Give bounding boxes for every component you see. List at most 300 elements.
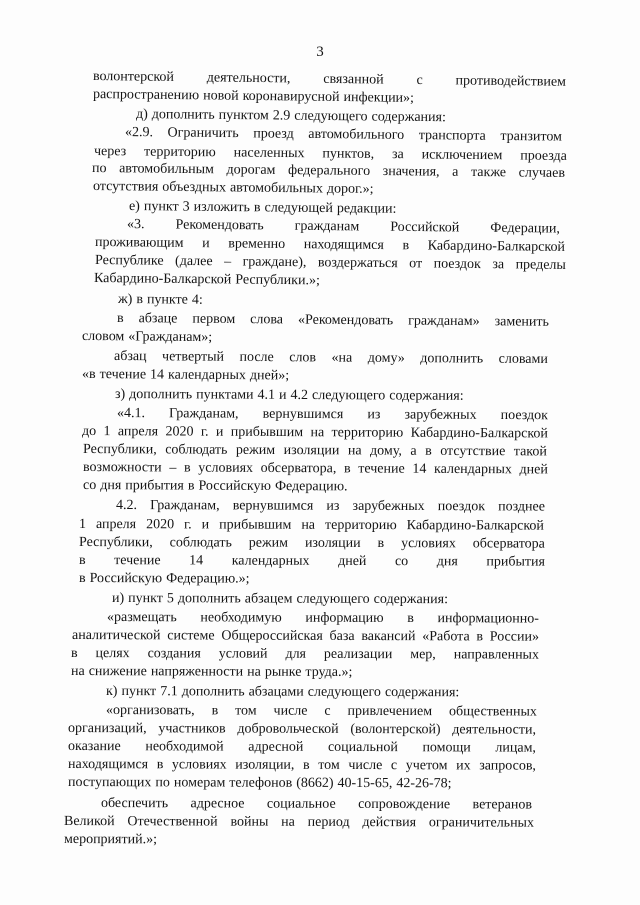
text-word: на: [281, 814, 295, 830]
text-word: 3: [182, 199, 190, 215]
text-word: по: [91, 161, 107, 177]
text-word: «на: [331, 350, 353, 366]
text-word: автомобильным: [119, 161, 214, 178]
text-word: с: [324, 703, 331, 719]
text-word: транзитом: [500, 128, 563, 145]
text-word: в: [253, 200, 261, 216]
text-word: поездок: [437, 499, 486, 515]
text-word: воздержаться: [317, 255, 398, 272]
text-word: условиях: [198, 460, 254, 476]
text-line: [64, 813, 534, 833]
text-word: проезд: [253, 126, 294, 142]
page-number: 3: [316, 44, 324, 60]
text-word: пункт: [128, 591, 163, 607]
text-word: после: [239, 349, 274, 366]
text-word: объездных: [162, 179, 227, 196]
text-word: такой: [513, 444, 547, 460]
text-word: мероприятий.»;: [63, 832, 158, 848]
text-word: словами: [498, 351, 548, 368]
text-word: труда.»;: [305, 664, 353, 680]
text-word: –: [224, 254, 232, 270]
text-word: абзацами: [248, 684, 304, 700]
text-word: отсутствие: [440, 443, 506, 460]
text-word: словом: [81, 329, 125, 345]
text-word: (волонтерской): [350, 721, 441, 738]
text-line: [116, 497, 545, 516]
text-word: пунктом: [218, 107, 269, 124]
text-line: [71, 663, 381, 682]
text-word: коронавирусной: [242, 88, 340, 106]
text-word: пунктов,: [322, 146, 375, 162]
text-word: адресной: [248, 739, 304, 755]
text-line: [82, 328, 218, 347]
text-line: [71, 645, 539, 665]
text-word: пункт: [143, 199, 179, 215]
text-word: том: [318, 757, 340, 773]
text-word: изложить: [193, 199, 251, 216]
text-word: вакансий: [361, 629, 416, 645]
text-word: (далее: [175, 253, 213, 270]
text-word: Федерации,: [490, 220, 561, 237]
text-word: находящимся: [303, 237, 384, 254]
text-word: телефонов: [229, 775, 293, 791]
text-word: территорию: [331, 425, 404, 441]
text-word: слова: [250, 312, 284, 328]
text-word: «Гражданам»;: [128, 329, 213, 346]
text-word: добровольческой: [237, 721, 339, 737]
text-word: организаций,: [67, 721, 147, 737]
text-word: в: [425, 443, 432, 459]
text-word: граждане),: [242, 254, 307, 271]
text-word: поездок: [500, 408, 548, 424]
text-word: следующего: [312, 388, 386, 404]
text-word: ветеранов: [472, 797, 532, 813]
text-word: к): [105, 684, 118, 700]
text-word: информационно-: [437, 611, 539, 627]
text-word: со: [394, 554, 409, 570]
text-word: 1: [78, 517, 87, 533]
text-word: за: [492, 257, 505, 273]
text-word: в: [70, 646, 78, 662]
text-word: дня: [100, 478, 122, 494]
text-word: в: [407, 611, 414, 627]
text-word: том: [235, 703, 257, 719]
text-word: условий: [218, 646, 268, 662]
text-word: с: [390, 758, 398, 774]
text-word: территорию: [324, 517, 397, 534]
text-word: и: [215, 424, 224, 440]
text-word: «в: [81, 367, 96, 383]
text-word: в: [78, 571, 86, 587]
text-word: на: [70, 664, 85, 680]
text-word: обсерватора: [472, 536, 545, 552]
text-word: календарных: [168, 367, 246, 384]
text-word: населенных: [233, 145, 305, 162]
text-word: в: [116, 311, 124, 327]
text-word: от: [409, 256, 423, 272]
text-word: (8662): [296, 775, 334, 791]
text-word: дополнить: [177, 591, 241, 607]
text-word: «Рекомендовать: [297, 312, 394, 329]
text-word: содержания:: [384, 684, 460, 701]
text-line: [72, 627, 539, 647]
text-word: и): [111, 591, 125, 607]
text-word: Общероссийская: [221, 628, 323, 644]
text-word: значения,: [382, 164, 440, 180]
text-word: системе: [167, 628, 215, 644]
text-word: течение: [99, 367, 147, 383]
text-word: исключением: [421, 147, 503, 164]
text-word: Гражданам,: [169, 406, 239, 422]
text-word: 40-15-65,: [337, 775, 393, 792]
text-word: 4.1: [257, 387, 276, 403]
text-word: в: [136, 292, 144, 308]
text-word: прибывшим: [230, 424, 304, 441]
text-word: мер,: [410, 647, 436, 663]
text-word: дорогам: [226, 162, 276, 178]
text-word: действия: [362, 815, 417, 831]
text-word: в: [211, 703, 219, 719]
text-word: режим: [248, 535, 289, 551]
text-word: их: [456, 758, 471, 774]
text-line: [93, 86, 450, 108]
text-word: числе: [273, 703, 308, 719]
text-word: пределы: [515, 257, 566, 273]
text-word: Российской: [390, 219, 460, 236]
text-line: [68, 720, 536, 740]
text-word: гражданам»: [408, 313, 480, 330]
text-word: противодействием: [455, 73, 567, 90]
text-word: редакции:: [336, 201, 397, 217]
text-word: и: [201, 517, 210, 533]
text-word: дней: [338, 553, 367, 570]
text-word: транспорта: [418, 128, 486, 144]
text-word: абзацем: [244, 591, 293, 607]
text-word: заменить: [494, 314, 550, 330]
text-word: Республики,: [78, 535, 153, 551]
text-word: 5: [166, 591, 174, 607]
text-word: волонтерской: [92, 69, 175, 85]
text-word: привлечением: [347, 703, 433, 720]
text-line: [79, 516, 544, 536]
text-word: условиях: [401, 536, 456, 552]
text-word: находящимся: [67, 757, 149, 773]
text-word: изоляции: [283, 443, 340, 459]
text-word: сопровождение: [358, 796, 451, 813]
text-word: дней: [519, 462, 548, 478]
text-word: реализации: [323, 646, 393, 663]
text-word: 14: [150, 367, 165, 383]
text-word: «4.1.: [116, 406, 146, 422]
text-word: «организовать,: [105, 703, 195, 719]
text-word: целях: [95, 646, 130, 662]
text-word: 2020: [165, 424, 194, 440]
text-word: содержания:: [389, 388, 464, 404]
text-word: Рекомендовать: [175, 217, 264, 234]
text-word: 14: [412, 461, 427, 477]
text-word: 2020: [146, 517, 175, 533]
text-line: [101, 795, 532, 815]
text-line: [105, 683, 460, 702]
text-word: 4.2.: [115, 498, 138, 514]
text-word: «Работа: [422, 629, 470, 645]
text-word: ограничительных: [428, 815, 535, 831]
text-word: пункте: [146, 292, 188, 308]
text-word: поездок: [433, 256, 481, 273]
text-line: [106, 702, 537, 722]
text-word: а: [410, 443, 417, 459]
text-word: распространению: [92, 87, 200, 104]
text-word: Ограничить: [167, 125, 239, 142]
text-word: Гражданам,: [150, 498, 220, 514]
text-word: изоляции: [304, 535, 361, 551]
text-word: рынке: [264, 664, 302, 680]
text-line: [83, 441, 547, 461]
text-word: Федерацию.: [274, 479, 348, 495]
text-word: социальное: [266, 796, 336, 812]
text-word: связанной: [323, 71, 384, 88]
text-word: 4.2: [290, 387, 309, 404]
text-word: обсерватора,: [260, 460, 337, 477]
text-word: 42-26-78;: [396, 776, 452, 792]
text-line: [94, 270, 390, 291]
text-word: следующего: [307, 684, 381, 700]
text-word: социальной: [327, 739, 398, 756]
text-line: [111, 590, 449, 609]
text-line: [93, 178, 388, 199]
text-word: поступающих: [67, 775, 152, 791]
text-word: г.: [200, 424, 209, 440]
text-word: на: [310, 425, 325, 441]
text-word: проезда: [520, 148, 568, 164]
text-word: Республики.»;: [235, 272, 320, 289]
text-line: [68, 756, 536, 776]
text-word: адресное: [190, 796, 245, 812]
text-word: номерам: [173, 775, 226, 791]
text-word: абзац: [113, 349, 147, 365]
text-word: е): [128, 199, 140, 215]
text-word: дому»: [367, 350, 405, 367]
text-word: дополнить: [181, 684, 245, 700]
text-word: через: [93, 144, 127, 160]
text-word: календарных: [231, 553, 310, 569]
text-word: содержания:: [373, 591, 449, 608]
text-word: ж): [117, 292, 133, 308]
text-word: дополнить: [151, 107, 215, 123]
text-word: Кабардино-Балкарской: [93, 271, 232, 288]
text-word: –: [169, 460, 177, 476]
text-word: з): [114, 387, 126, 403]
text-word: следующего: [294, 108, 368, 125]
text-word: изоляции,: [235, 757, 295, 773]
text-word: календарных: [434, 461, 512, 478]
text-word: дому,: [370, 443, 402, 459]
text-word: со: [82, 478, 97, 494]
text-word: лицам,: [495, 740, 536, 756]
text-word: первом: [192, 311, 236, 328]
text-word: из: [326, 498, 340, 514]
text-word: проживающим: [94, 235, 184, 251]
text-word: деятельности,: [452, 722, 536, 738]
text-word: Республике: [94, 253, 164, 269]
text-word: инфекции»;: [343, 90, 415, 106]
text-word: период: [307, 814, 350, 830]
text-line: [64, 831, 178, 849]
text-word: войны: [230, 814, 269, 830]
text-word: для: [285, 646, 307, 662]
text-word: оказание: [67, 739, 121, 755]
text-word: на: [247, 664, 261, 680]
text-word: 1: [103, 424, 111, 440]
text-word: Кабардино-Балкарской: [406, 518, 544, 534]
text-word: и: [202, 236, 210, 252]
text-word: из: [367, 407, 381, 423]
text-word: следующего: [296, 591, 370, 607]
text-word: обеспечить: [100, 796, 169, 812]
text-word: отсутствия: [92, 179, 159, 195]
text-word: база: [329, 628, 355, 644]
text-word: на: [301, 517, 316, 533]
text-word: а: [452, 164, 459, 180]
text-word: дополнить: [420, 351, 484, 367]
text-line: [79, 552, 545, 572]
text-word: гражданам: [294, 218, 360, 235]
text-word: учетом: [405, 758, 448, 774]
text-word: возможности: [82, 460, 162, 476]
text-word: зарубежных: [404, 407, 477, 423]
text-line: [79, 534, 545, 554]
text-word: «3.: [126, 217, 145, 233]
text-word: напряженности: [150, 664, 244, 680]
text-word: соблюдать: [165, 442, 228, 458]
text-word: вернувшимся: [232, 498, 314, 514]
text-word: пункт: [121, 684, 157, 700]
text-word: Федерацию.»;: [166, 571, 250, 587]
text-word: направленных: [453, 647, 540, 663]
text-word: течение: [358, 461, 405, 477]
text-word: аналитической: [71, 628, 161, 644]
text-word: дорог.»;: [326, 181, 374, 197]
text-word: абзаце: [138, 311, 178, 327]
text-word: помощи: [422, 740, 471, 756]
text-line: [115, 386, 494, 406]
text-word: Великой: [63, 814, 115, 830]
text-line: [82, 366, 300, 386]
text-word: Российскую: [89, 571, 163, 587]
text-word: необходимую: [200, 610, 282, 626]
text-word: режим: [235, 442, 276, 459]
text-word: до: [81, 424, 97, 440]
text-line: [107, 609, 539, 629]
text-word: также: [470, 164, 507, 181]
text-word: автомобильных: [229, 180, 323, 197]
text-line: [82, 423, 548, 443]
text-word: 4:: [191, 292, 203, 308]
text-line: [79, 570, 252, 589]
text-word: прибытия: [486, 554, 545, 570]
text-word: следующей: [264, 200, 333, 217]
text-line: [68, 774, 472, 793]
text-word: участников: [158, 721, 226, 737]
text-line: [83, 459, 548, 479]
text-word: в: [343, 461, 351, 477]
text-word: в: [183, 460, 191, 476]
text-word: в: [476, 629, 484, 645]
text-word: Отечественной: [127, 814, 218, 830]
text-word: 14: [189, 553, 204, 569]
text-word: деятельности,: [206, 70, 291, 87]
text-line: [68, 738, 536, 758]
text-word: числе: [348, 757, 383, 774]
text-word: вернувшимся: [262, 406, 344, 423]
text-word: России»: [489, 629, 540, 645]
text-word: г.: [184, 517, 192, 533]
text-word: «размещать: [106, 610, 177, 626]
text-word: общественных: [448, 704, 537, 720]
text-word: запросов,: [479, 758, 536, 774]
text-word: содержания:: [371, 109, 446, 126]
text-word: соблюдать: [169, 535, 232, 551]
text-word: апреля: [95, 517, 137, 533]
text-word: 2.9: [272, 108, 291, 124]
text-word: новой: [203, 88, 239, 104]
text-word: снижение: [88, 664, 147, 680]
text-word: прибывшим: [219, 517, 292, 533]
text-word: в: [377, 536, 385, 552]
text-word: пунктами: [196, 387, 254, 403]
text-word: Кабардино-Балкарской: [410, 425, 548, 442]
text-word: в: [78, 553, 86, 569]
text-word: создания: [147, 646, 201, 662]
text-word: слов: [289, 350, 317, 366]
text-word: в: [187, 478, 195, 494]
text-word: за: [391, 147, 404, 163]
text-word: апреля: [117, 424, 159, 440]
text-word: дополнить: [129, 387, 193, 403]
text-line: [118, 291, 214, 310]
text-word: Кабардино-Балкарской: [427, 238, 566, 255]
text-word: Российскую: [198, 478, 272, 494]
text-word: четвертый: [162, 349, 225, 365]
text-word: необходимой: [145, 739, 224, 755]
text-word: Республики,: [82, 442, 157, 458]
text-word: условиях: [171, 757, 227, 773]
text-word: «2.9.: [124, 125, 154, 141]
text-word: в: [156, 757, 164, 773]
text-word: течение: [114, 553, 161, 569]
text-word: федерального: [287, 163, 371, 179]
text-word: зарубежных: [352, 498, 425, 515]
text-word: автомобильного: [308, 126, 405, 143]
text-word: и: [279, 387, 287, 403]
text-word: прибытия: [125, 478, 184, 494]
text-word: с: [416, 72, 423, 89]
text-line: [83, 477, 364, 496]
text-word: в: [303, 757, 310, 773]
text-word: информацию: [305, 610, 384, 626]
text-word: на: [347, 443, 362, 459]
text-word: дней»;: [249, 368, 290, 384]
text-word: дня: [436, 554, 458, 570]
text-word: случаев: [518, 165, 566, 181]
text-word: д): [135, 107, 148, 123]
text-line: [117, 405, 548, 425]
text-word: территорию: [143, 144, 216, 161]
text-word: позднее: [498, 499, 545, 515]
text-word: в: [402, 238, 410, 254]
text-word: 7.1: [160, 684, 178, 700]
text-word: по: [155, 775, 170, 791]
